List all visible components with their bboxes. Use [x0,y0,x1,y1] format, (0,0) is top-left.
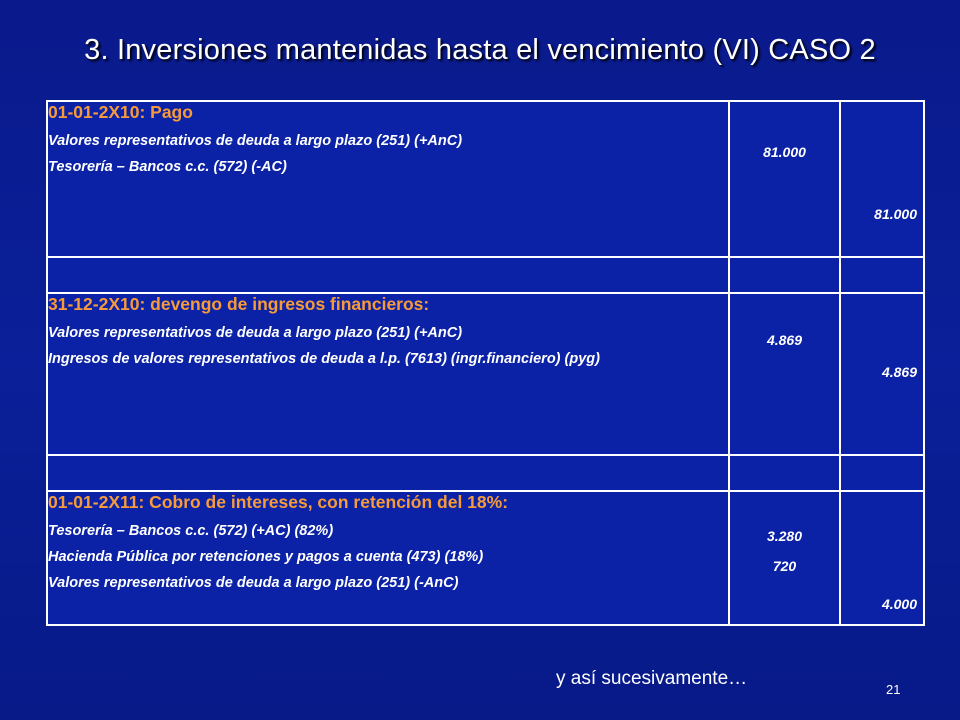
entry-2-heading: 31-12-2X10: devengo de ingresos financieros: [48,294,430,314]
entry-1-line-2: Tesorería – Bancos c.c. (572) (-AC) [48,159,287,175]
entry-1-description [47,101,729,257]
journal-entry-2 [47,293,924,455]
journal-entry-3 [47,491,924,625]
entry-1-heading: 01-01-2X10: Pago [48,102,193,122]
spacer-row-2 [47,455,924,491]
journal-entry-1 [47,101,924,257]
entry-3-credit-cell [840,491,924,625]
entry-3-debit-2: 720 [772,558,797,574]
spacer-row-1 [47,257,924,293]
entry-3-debit-cell [729,491,840,625]
entry-3-credit: 4.000 [881,596,917,612]
entry-1-credit-cell [840,101,924,257]
slide-title: 3. Inversiones mantenidas hasta el vencimiento (VI) CASO 2 [84,34,876,66]
entry-3-heading: 01-01-2X11: Cobro de intereses, con retención del 18%: [48,492,509,512]
entry-3-line-3: Valores representativos de deuda a largo plazo (251) (-AnC) [48,575,459,591]
entry-3-description [47,491,729,625]
entry-1-debit-cell [729,101,840,257]
entry-2-description [47,293,729,455]
entry-2-credit: 4.869 [881,364,917,380]
entry-2-credit-cell [840,293,924,455]
entry-1-credit: 81.000 [874,206,917,222]
entry-2-debit-1: 4.869 [766,332,803,348]
entry-2-line-2: Ingresos de valores representativos de deuda a l.p. (7613) (ingr.financiero) (pyg) [48,351,600,367]
page-number: 21 [886,682,901,697]
entry-1-debit-1: 81.000 [763,144,806,160]
entry-1-line-1: Valores representativos de deuda a largo plazo (251) (+AnC) [48,133,463,149]
entry-3-debit-1: 3.280 [766,528,803,544]
entry-2-debit-cell [729,293,840,455]
footer-text: y así sucesivamente… [556,668,748,689]
entry-2-line-1: Valores representativos de deuda a largo plazo (251) (+AnC) [48,325,463,341]
journal-table [46,100,925,626]
entry-3-line-1: Tesorería – Bancos c.c. (572) (+AC) (82%) [48,523,334,539]
entry-3-line-2: Hacienda Pública por retenciones y pagos a cuenta (473) (18%) [48,549,484,565]
